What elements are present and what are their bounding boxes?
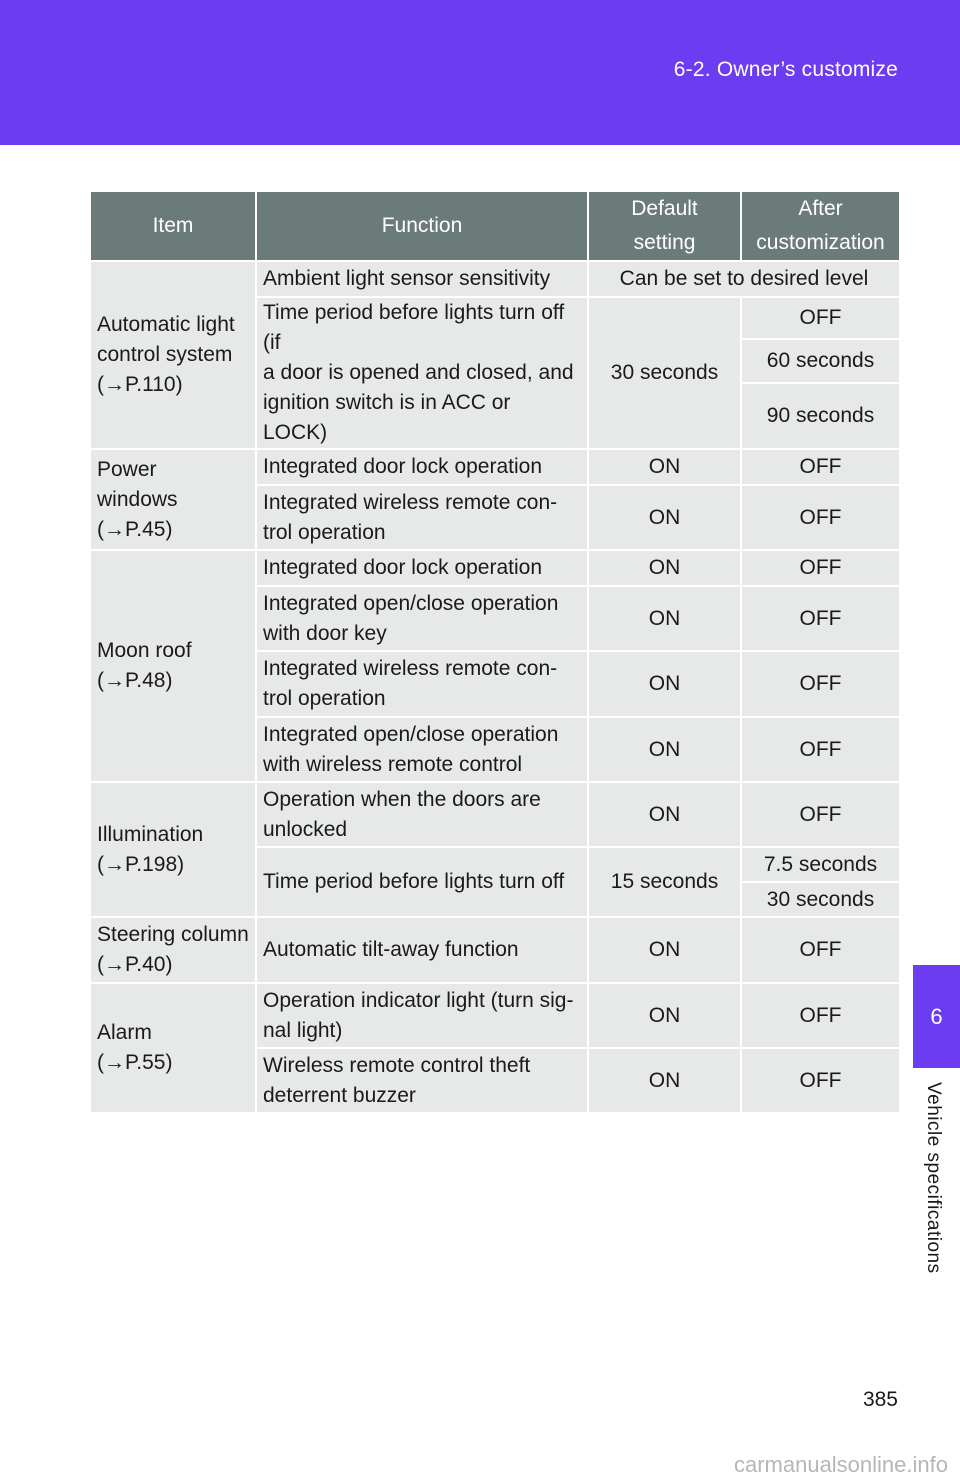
chapter-side-label: [913, 1082, 953, 1292]
default-cell: ON: [588, 449, 741, 485]
default-cell: ON: [588, 983, 741, 1048]
after-cell: OFF: [741, 917, 900, 983]
page-reference: (→P.45): [97, 517, 173, 541]
item-cell: Power windows (→P.45): [90, 449, 256, 550]
item-cell: Alarm (→P.55): [90, 983, 256, 1113]
after-cell: OFF: [741, 485, 900, 550]
default-cell: ON: [588, 717, 741, 782]
item-cell: Automatic light control system (→P.110): [90, 261, 256, 449]
header-after-customization: After customization: [741, 191, 900, 261]
table-row: [90, 261, 900, 297]
default-cell: ON: [588, 586, 741, 651]
after-cell: OFF: [741, 297, 900, 339]
function-cell: Integrated open/close operation with door key: [256, 586, 588, 651]
default-cell: ON: [588, 550, 741, 586]
chapter-number: 6: [930, 1003, 943, 1029]
default-cell: ON: [588, 1048, 741, 1113]
after-cell: OFF: [741, 983, 900, 1048]
table-row: [90, 550, 900, 586]
function-cell: Integrated door lock operation: [256, 449, 588, 485]
header-default-setting: Default setting: [588, 191, 741, 261]
page-reference: (→P.198): [97, 852, 185, 876]
default-cell: ON: [588, 651, 741, 717]
table-row: [90, 917, 900, 983]
function-cell: Operation indicator light (turn sig- nal light): [256, 983, 588, 1048]
after-cell: OFF: [741, 550, 900, 586]
function-cell: Integrated open/close operation with wireless remote control: [256, 717, 588, 782]
function-cell: Wireless remote control theft deterrent buzzer: [256, 1048, 588, 1113]
item-cell: Illumination (→P.198): [90, 782, 256, 917]
after-cell: OFF: [741, 717, 900, 782]
item-cell: Steering column (→P.40): [90, 917, 256, 983]
function-cell: Time period before lights turn off (if a door is opened and closed, and ignition switch is in ACC or LOCK): [256, 297, 588, 449]
table-header-row: [90, 191, 900, 261]
chapter-header-bar: [0, 0, 960, 145]
header-item: Item: [90, 191, 256, 261]
after-cell: OFF: [741, 586, 900, 651]
function-cell: Integrated wireless remote con- trol operation: [256, 485, 588, 550]
table-row: [90, 983, 900, 1048]
default-cell: ON: [588, 917, 741, 983]
function-cell: Time period before lights turn off: [256, 847, 588, 917]
default-cell: 30 seconds: [588, 297, 741, 449]
after-cell: 90 seconds: [741, 383, 900, 449]
page-number: 385: [862, 1388, 898, 1411]
after-cell: 60 seconds: [741, 339, 900, 383]
section-title: 6-2. Owner’s customize: [673, 58, 898, 81]
after-cell: OFF: [741, 651, 900, 717]
page-reference: (→P.110): [97, 373, 183, 396]
after-cell: 7.5 seconds: [741, 847, 900, 882]
watermark-text: carmanualsonline.info: [733, 1452, 948, 1477]
item-cell: Moon roof (→P.48): [90, 550, 256, 782]
function-cell: Automatic tilt-away function: [256, 917, 588, 983]
default-cell: ON: [588, 782, 741, 847]
page-reference: (→P.40): [97, 953, 173, 976]
chapter-tab: [913, 965, 960, 1068]
header-function: Function: [256, 191, 588, 261]
after-cell: OFF: [741, 1048, 900, 1113]
after-cell: OFF: [741, 449, 900, 485]
function-cell: Operation when the doors are unlocked: [256, 782, 588, 847]
page-reference: (→P.48): [97, 669, 173, 692]
default-cell: 15 seconds: [588, 847, 741, 917]
chapter-label-text: Vehicle specifications: [923, 1082, 944, 1274]
after-cell: 30 seconds: [741, 882, 900, 917]
function-cell: Ambient light sensor sensitivity: [256, 261, 588, 297]
table-row: [90, 449, 900, 485]
default-cell: ON: [588, 485, 741, 550]
after-cell: OFF: [741, 782, 900, 847]
table-row: [90, 782, 900, 847]
customize-table: [89, 190, 901, 1114]
function-cell: Integrated door lock operation: [256, 550, 588, 586]
merged-value-cell: Can be set to desired level: [588, 261, 900, 297]
function-cell: Integrated wireless remote con- trol operation: [256, 651, 588, 717]
page-reference: (→P.55): [97, 1051, 173, 1074]
